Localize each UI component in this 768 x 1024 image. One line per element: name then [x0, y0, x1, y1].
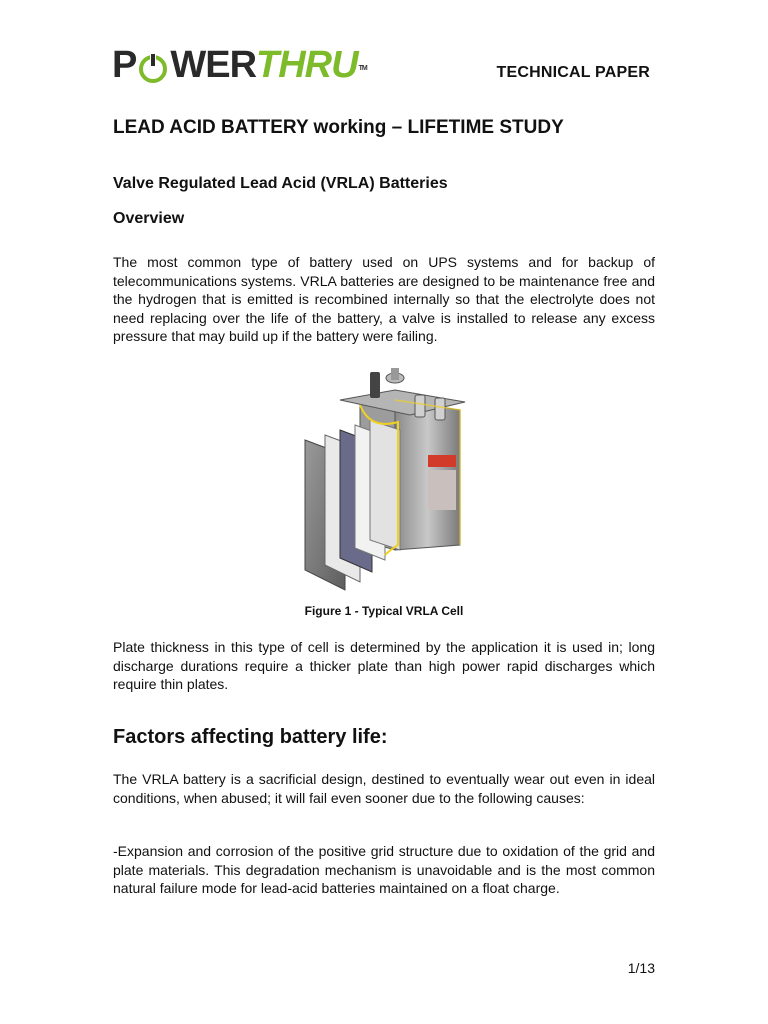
logo-text-power-rest: WER: [170, 44, 257, 86]
document-title: LEAD ACID BATTERY working – LIFETIME STUDY: [113, 117, 564, 138]
plate-thickness-paragraph: Plate thickness in this type of cell is determined by the application it is used in; long discharge durations require a thicker plate than high power rapid discharges which require thin plates.: [113, 639, 655, 692]
overview-paragraph: The most common type of battery used on UPS systems and for backup of telecommunications systems. VRLA batteries are designed to be maintenance free and the hydrogen that is emitted is recombined internally so that the electrolyte does not need replacing over the life of the battery, a valve is installed to release any excess pressure that may build up if the battery were failing.: [113, 254, 655, 344]
logo-text-thru: THRU: [256, 44, 358, 86]
figure-caption: Figure 1 - Typical VRLA Cell: [304, 604, 464, 618]
document-type-label: TECHNICAL PAPER: [496, 64, 650, 81]
section-heading-factors: Factors affecting battery life:: [113, 726, 388, 748]
document-subtitle: Valve Regulated Lead Acid (VRLA) Batteries: [113, 175, 448, 192]
power-button-icon: [137, 49, 169, 81]
grid-corrosion-paragraph: -Expansion and corrosion of the positive grid structure due to oxidation of the grid and plate materials. This degradation mechanism is unavoidable and is the most common natural failure mode for lead-acid batteries maintained on a float charge.: [113, 843, 655, 896]
overview-heading: Overview: [113, 210, 185, 227]
logo-text-power-p: P: [112, 44, 137, 86]
sacrificial-design-paragraph: The VRLA battery is a sacrificial design, destined to eventually wear out even in ideal conditions, when abused; it will fail even sooner due to the following causes:: [113, 771, 655, 806]
powerthru-logo: [112, 42, 367, 88]
page-number: 1/13: [627, 960, 655, 976]
vrla-cell-illustration: [300, 360, 470, 595]
trademark-mark: TM: [358, 65, 367, 72]
